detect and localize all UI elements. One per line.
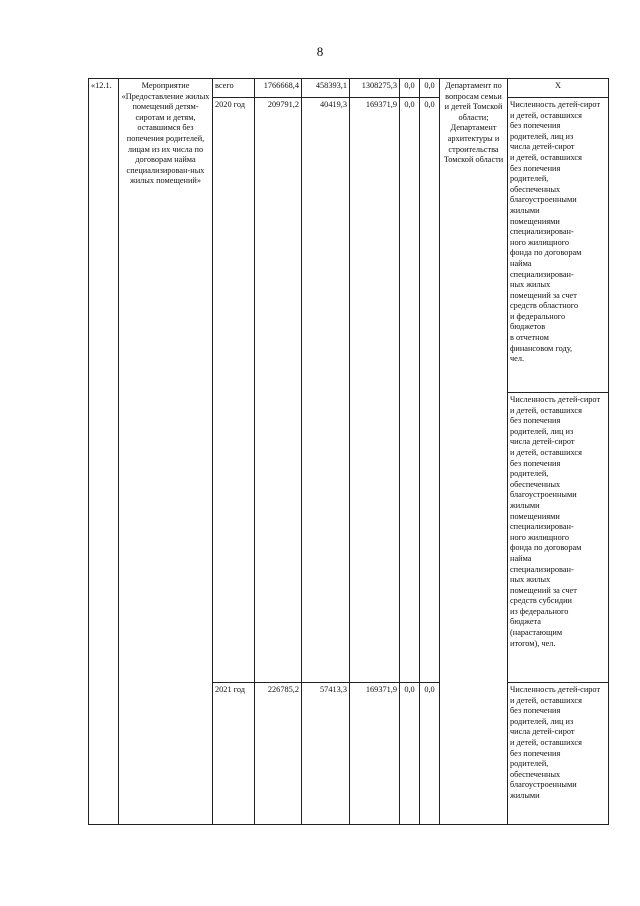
period-label: всего: [213, 79, 255, 98]
responsible-executor: Департамент по вопросам семьи и детей Томской области; Департамент архитектуры и строительства Томской области: [440, 79, 508, 825]
local-value: 0,0: [400, 98, 420, 683]
total-value: 226785,2: [255, 683, 302, 825]
period-label: 2021 год: [213, 683, 255, 825]
page-number: 8: [316, 44, 324, 59]
regional-value: 1308275,3: [350, 79, 400, 98]
federal-value: 57413,3: [302, 683, 350, 825]
regional-value: 169371,9: [350, 98, 400, 683]
period-label: 2020 год: [213, 98, 255, 683]
program-table: [88, 78, 609, 825]
other-value: 0,0: [420, 98, 440, 683]
total-value: 209791,2: [255, 98, 302, 683]
indicator-text: Численность детей-сирот и детей, оставшихся без попечения родителей, лиц из числа детей-сирот и детей, оставшихся без попечения родителей, обеспеченных благоустроенными жилыми: [508, 683, 609, 825]
federal-value: 40419,3: [302, 98, 350, 683]
local-value: 0,0: [400, 79, 420, 98]
row-number: «12.1.: [89, 79, 119, 825]
local-value: 0,0: [400, 683, 420, 825]
other-value: 0,0: [420, 79, 440, 98]
activity-name: Мероприятие «Предоставление жилых помещений детям-сиротам и детям, оставшимся без попечения родителей, лицам из их числа по договорам найма специализирован-ных жилых помещений»: [119, 79, 213, 825]
indicator-header: X: [508, 79, 609, 98]
table-row: [89, 79, 609, 98]
indicator-text: Численность детей-сирот и детей, оставшихся без попечения родителей, лиц из числа детей-сирот и детей, оставшихся без попечения родителей, обеспеченных благоустроенными жилыми помещениями специализирован- ного жилищного фонда по договорам найма специализирован- ных жилых помещений за счет средств субсидии из федерального бюджета (нарастающим итогом), чел.: [508, 393, 609, 683]
indicator-text: Численность детей-сирот и детей, оставшихся без попечения родителей, лиц из числа детей-сирот и детей, оставшихся без попечения родителей, обеспеченных благоустроенными жилыми помещениями специализирован- ного жилищного фонда по договорам найма специализирован- ных жилых помещений за счет средств областного и федерального бюджетов в отчетном финансовом году, чел.: [508, 98, 609, 393]
federal-value: 458393,1: [302, 79, 350, 98]
other-value: 0,0: [420, 683, 440, 825]
regional-value: 169371,9: [350, 683, 400, 825]
total-value: 1766668,4: [255, 79, 302, 98]
